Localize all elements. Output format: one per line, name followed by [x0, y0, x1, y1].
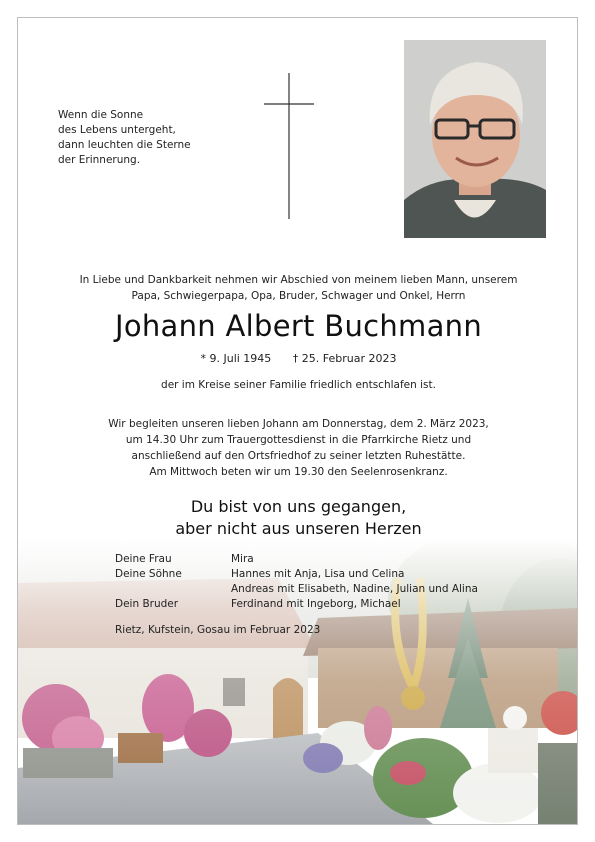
quote-line: Du bist von uns gegangen,: [190, 497, 407, 516]
quote-line: aber nicht aus unseren Herzen: [175, 519, 422, 538]
birth-date: * 9. Juli 1945: [200, 352, 272, 365]
mourners-list: [115, 552, 535, 612]
service-line: Wir begleiten unseren lieben Johann am Donnerstag, dem 2. März 2023,: [108, 418, 489, 430]
poem-line: dann leuchten die Sterne: [58, 139, 191, 151]
mourner-names: [231, 552, 254, 567]
memorial-quote: [18, 496, 578, 540]
place-and-date: Rietz, Kufstein, Gosau im Februar 2023: [115, 624, 321, 636]
mourner-row: [115, 552, 535, 567]
service-text: [18, 416, 578, 480]
intro-line: Papa, Schwiegerpapa, Opa, Bruder, Schwager und Onkel, Herrn: [131, 290, 466, 302]
cross-icon: [264, 73, 314, 219]
poem: [58, 108, 248, 168]
portrait-photo: [404, 40, 546, 238]
poem-line: des Lebens untergeht,: [58, 124, 176, 136]
service-line: anschließend auf den Ortsfriedhof zu seiner letzten Ruhestätte.: [131, 450, 466, 462]
mourner-name: Ferdinand mit Ingeborg, Michael: [231, 598, 401, 610]
mourner-relation: Deine Frau: [115, 553, 172, 565]
mourner-row: [115, 567, 535, 597]
service-line: um 14.30 Uhr zum Trauergottesdienst in die Pfarrkirche Rietz und: [125, 434, 472, 446]
mourner-names: [231, 597, 401, 612]
mourner-name: Hannes mit Anja, Lisa und Celina: [231, 568, 405, 580]
intro-line: In Liebe und Dankbarkeit nehmen wir Abschied von meinem lieben Mann, unserem: [79, 274, 518, 286]
mourner-name: Mira: [231, 553, 254, 565]
mourner-relation: Dein Bruder: [115, 598, 179, 610]
poem-line: Wenn die Sonne: [58, 109, 144, 121]
mourner-names: [231, 567, 478, 597]
intro-text: [18, 272, 578, 304]
mourner-name: Andreas mit Elisabeth, Nadine, Julian und Alina: [231, 583, 478, 595]
service-line: Am Mittwoch beten wir um 19.30 den Seelenrosenkranz.: [149, 466, 448, 478]
poem-line: der Erinnerung.: [58, 154, 141, 166]
passing-text: der im Kreise seiner Familie friedlich entschlafen ist.: [161, 379, 436, 391]
life-dates: [18, 352, 578, 365]
obituary-card: [17, 17, 578, 825]
death-date: † 25. Februar 2023: [292, 352, 397, 365]
mourner-relation: Deine Söhne: [115, 568, 182, 580]
mourner-row: [115, 597, 535, 612]
deceased-name: Johann Albert Buchmann: [114, 309, 483, 343]
